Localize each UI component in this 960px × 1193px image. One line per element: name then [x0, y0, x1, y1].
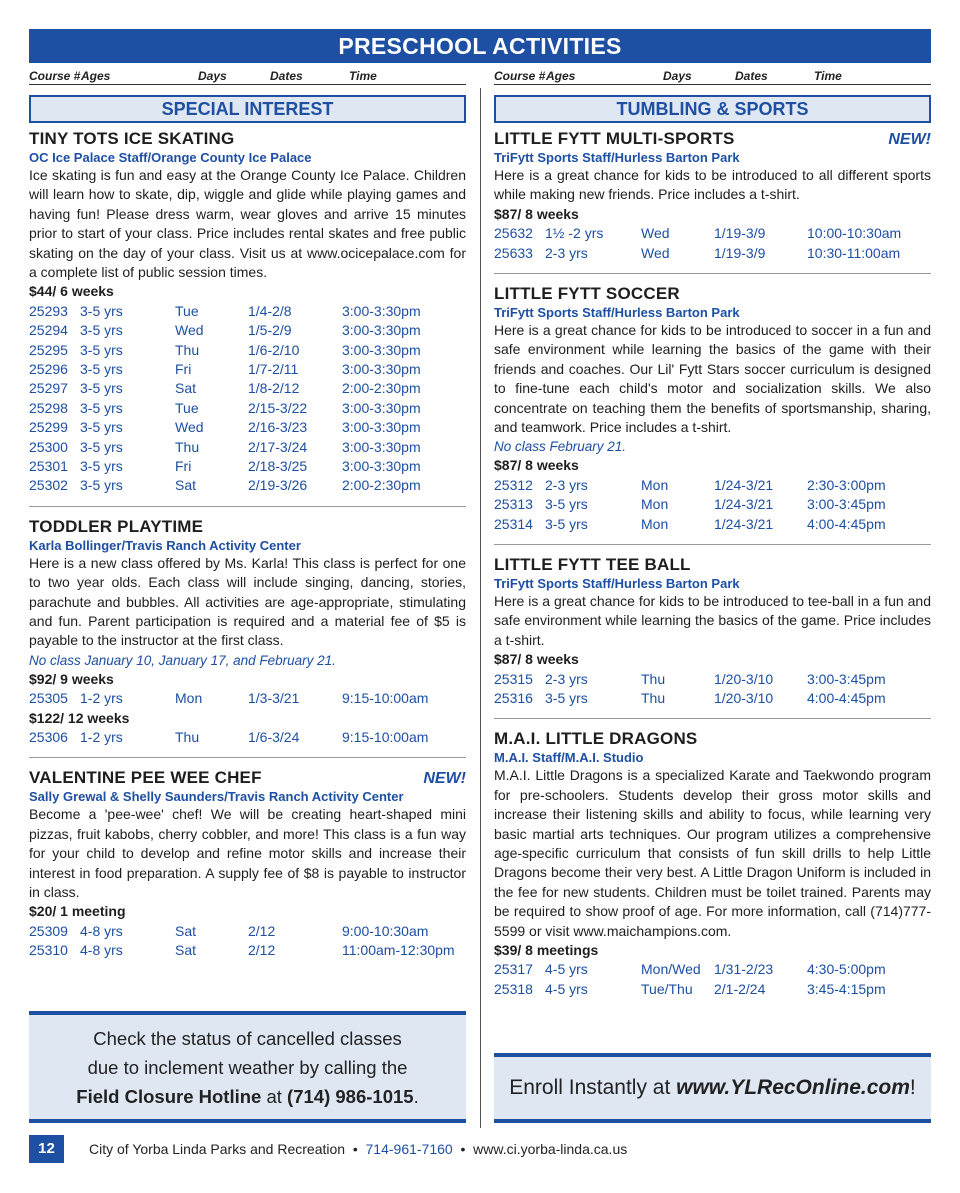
ages: 3-5 yrs: [80, 322, 123, 339]
class-instructor: TriFytt Sports Staff/Hurless Barton Park: [494, 305, 740, 320]
enroll-exclaim: !: [909, 1076, 916, 1099]
ages: 3-5 yrs: [80, 477, 123, 494]
course-number: 25294: [29, 322, 68, 339]
class-tiny-tots: [29, 123, 466, 496]
class-description: Here is a great chance for kids to be introduced to soccer in a fun and safe environment while learning the basics of the game with their friends and coaches. Our Lil' Fytt Stars soccer curriculum is designed to fine-tune each child's motor and socialization skills. We also concentrate on teaching them the benefits of sportsmanship, sharing, and teamwork. Price includes a t-shirt.: [494, 322, 931, 436]
ages: 3-5 yrs: [80, 380, 123, 397]
schedule-rows: [494, 476, 931, 534]
hotline-box: [29, 1011, 466, 1123]
time: 3:45-4:15pm: [807, 980, 886, 997]
schedule-row: [494, 224, 931, 243]
footer-website-link[interactable]: www.ci.yorba-linda.ca.us: [473, 1141, 628, 1157]
course-number: 25313: [494, 496, 533, 513]
schedule-row: [29, 302, 466, 321]
course-number: 25315: [494, 670, 533, 687]
course-number: 25302: [29, 477, 68, 494]
dates: 1/24-3/21: [714, 476, 774, 493]
section-heading: SPECIAL INTEREST: [29, 95, 466, 123]
dates: 1/5-2/9: [248, 322, 292, 339]
days: Tue: [175, 302, 199, 319]
schedule-row: [29, 379, 466, 398]
class-price: $20/ 1 meeting: [29, 903, 126, 920]
schedule-row: [29, 457, 466, 476]
course-number: 25298: [29, 399, 68, 416]
dates: 1/19-3/9: [714, 225, 766, 242]
days: Thu: [175, 438, 200, 455]
course-number: 25296: [29, 361, 68, 378]
schedule-row: [494, 670, 931, 689]
days: Tue: [175, 399, 199, 416]
time: 4:00-4:45pm: [807, 515, 886, 532]
column-header: [29, 66, 466, 85]
schedule-row: [29, 438, 466, 457]
schedule-rows: [29, 922, 466, 961]
time: 3:00-3:30pm: [342, 322, 421, 339]
course-number: 25314: [494, 515, 533, 532]
header-course: Course #: [494, 69, 546, 83]
class-price: $44/ 6 weeks: [29, 283, 114, 300]
dates: 1/24-3/21: [714, 515, 774, 532]
footer-bullet: •: [460, 1141, 466, 1157]
dates: 1/19-3/9: [714, 244, 766, 261]
header-time: Time: [814, 69, 842, 83]
class-description: Here is a great chance for kids to be introduced to tee-ball in a fun and safe environment while learning the basics of the game. Price includes a t-shirt.: [494, 593, 931, 648]
class-title: LITTLE FYTT SOCCER: [494, 284, 680, 303]
ages: 1-2 yrs: [80, 728, 123, 745]
footer-phone[interactable]: 714-961-7160: [365, 1141, 453, 1157]
course-number: 25318: [494, 980, 533, 997]
time: 3:00-3:30pm: [342, 399, 421, 416]
days: Sat: [175, 942, 197, 959]
dates: 1/6-3/24: [248, 728, 300, 745]
ages: 3-5 yrs: [545, 496, 588, 513]
class-instructor: TriFytt Sports Staff/Hurless Barton Park: [494, 576, 740, 592]
ages: 3-5 yrs: [80, 341, 123, 358]
class-note: No class February 21.: [494, 439, 627, 455]
class-valentine-chef: [29, 757, 466, 960]
schedule-row: [494, 515, 931, 534]
course-number: 25301: [29, 457, 68, 474]
enroll-url-link[interactable]: www.YLRecOnline.com: [676, 1076, 910, 1099]
schedule-row: [29, 418, 466, 437]
time: 3:00-3:30pm: [342, 361, 421, 378]
days: Wed: [641, 244, 670, 261]
course-number: 25309: [29, 922, 68, 939]
days: Thu: [641, 670, 666, 687]
time: 3:00-3:30pm: [342, 341, 421, 358]
footer-line: [89, 1141, 627, 1157]
ages: 4-5 yrs: [545, 980, 588, 997]
class-instructor: Sally Grewal & Shelly Saunders/Travis Ranch Activity Center: [29, 789, 404, 805]
course-number: 25305: [29, 690, 68, 707]
hotline-line3: [29, 1082, 466, 1111]
days: Mon: [641, 496, 669, 513]
time: 3:00-3:30pm: [342, 302, 421, 319]
ages: 4-8 yrs: [80, 942, 123, 959]
ages: 3-5 yrs: [80, 457, 123, 474]
dates: 1/24-3/21: [714, 496, 774, 513]
time: 9:15-10:00am: [342, 728, 429, 745]
schedule-rows: [494, 960, 931, 999]
schedule-row: [494, 980, 931, 999]
schedule-row: [494, 960, 931, 979]
days: Thu: [175, 341, 200, 358]
hotline-at: at: [261, 1086, 288, 1107]
page-banner: PRESCHOOL ACTIVITIES: [29, 29, 931, 63]
page-number: 12: [29, 1135, 64, 1163]
ages: 3-5 yrs: [80, 361, 123, 378]
dates: 1/20-3/10: [714, 690, 774, 707]
time: 10:00-10:30am: [807, 225, 902, 242]
header-time: Time: [349, 69, 377, 83]
column-header: [494, 66, 931, 85]
class-little-dragons: [494, 718, 931, 999]
course-number: 25316: [494, 690, 533, 707]
class-note: No class January 10, January 17, and February 21.: [29, 652, 336, 668]
ages: 3-5 yrs: [545, 515, 588, 532]
class-title: TODDLER PLAYTIME: [29, 516, 204, 536]
time: 3:00-3:30pm: [342, 419, 421, 436]
time: 3:00-3:30pm: [342, 438, 421, 455]
hotline-period: .: [413, 1086, 419, 1107]
course-number: 25306: [29, 728, 68, 745]
dates: 1/8-2/12: [248, 380, 300, 397]
schedule-row: [29, 941, 466, 960]
class-instructor: Karla Bollinger/Travis Ranch Activity Center: [29, 537, 301, 553]
ages: 4-8 yrs: [80, 922, 123, 939]
footer-org: City of Yorba Linda Parks and Recreation: [89, 1141, 346, 1157]
schedule-rows: [494, 224, 931, 263]
dates: 2/12: [248, 922, 276, 939]
class-multi-sports: [494, 123, 931, 263]
left-column: [29, 66, 466, 961]
schedule-rows: [29, 302, 466, 496]
time: 3:00-3:30pm: [342, 457, 421, 474]
schedule-row: [29, 341, 466, 360]
time: 10:30-11:00am: [807, 244, 901, 261]
time: 2:00-2:30pm: [342, 380, 421, 397]
days: Wed: [175, 322, 204, 339]
days: Mon/Wed: [641, 961, 701, 978]
column-divider: [480, 88, 481, 1128]
class-toddler-playtime: [29, 506, 466, 748]
class-title: VALENTINE PEE WEE CHEF: [29, 768, 262, 788]
class-instructor: OC Ice Palace Staff/Orange County Ice Palace: [29, 150, 312, 165]
time: 3:00-3:45pm: [807, 496, 886, 513]
schedule-row: [29, 321, 466, 340]
course-number: 25310: [29, 942, 68, 959]
class-title: TINY TOTS ICE SKATING: [29, 129, 235, 148]
days: Thu: [641, 690, 666, 707]
header-ages: Ages: [81, 69, 111, 83]
dates: 1/7-2/11: [248, 361, 299, 378]
class-title: M.A.I. LITTLE DRAGONS: [494, 729, 698, 749]
right-column: [494, 66, 931, 999]
days: Mon: [175, 690, 203, 707]
ages: 1-2 yrs: [80, 690, 123, 707]
days: Tue/Thu: [641, 980, 693, 997]
dates: 1/20-3/10: [714, 670, 774, 687]
hotline-phone[interactable]: (714) 986-1015: [287, 1086, 414, 1107]
class-soccer: [494, 273, 931, 534]
ages: 2-3 yrs: [545, 476, 588, 493]
hotline-label: Field Closure Hotline: [76, 1086, 262, 1107]
time: 9:15-10:00am: [342, 690, 429, 707]
class-tee-ball: [494, 544, 931, 708]
class-instructor: TriFytt Sports Staff/Hurless Barton Park: [494, 150, 740, 165]
ages: 3-5 yrs: [80, 438, 123, 455]
header-days: Days: [663, 69, 692, 83]
days: Sat: [175, 380, 197, 397]
ages: 2-3 yrs: [545, 670, 588, 687]
course-number: 25293: [29, 302, 68, 319]
dates: 2/12: [248, 942, 276, 959]
course-number: 25633: [494, 244, 533, 261]
enroll-text: Enroll Instantly at: [509, 1076, 677, 1099]
ages: 3-5 yrs: [80, 399, 123, 416]
new-badge: NEW!: [888, 131, 931, 148]
class-title: LITTLE FYTT TEE BALL: [494, 555, 691, 575]
dates: 2/1-2/24: [714, 980, 766, 997]
ages: 2-3 yrs: [545, 244, 588, 261]
ages: 3-5 yrs: [80, 419, 123, 436]
course-number: 25300: [29, 438, 68, 455]
header-dates: Dates: [270, 69, 303, 83]
time: 2:00-2:30pm: [342, 477, 421, 494]
course-number: 25299: [29, 419, 68, 436]
days: Fri: [175, 361, 192, 378]
class-price: $87/ 8 weeks: [494, 651, 579, 668]
schedule-row: [29, 728, 466, 747]
schedule-row: [29, 476, 466, 495]
dates: 2/18-3/25: [248, 457, 308, 474]
dates: 2/16-3/23: [248, 419, 308, 436]
days: Thu: [175, 728, 200, 745]
class-description: Ice skating is fun and easy at the Orange County Ice Palace. Children will learn how to skate, dip, wiggle and glide while playing games and having fun! Please dress warm, wear gloves and arrive 15 minutes prior to start of your class. Price includes rental skates and free public skating on the day of your class. Visit us at www.ocicepalace.com for a complete list of public session times.: [29, 167, 466, 281]
class-description: M.A.I. Little Dragons is a specialized Karate and Taekwondo program for pre-schoolers. Students develop their gross motor skills and increase their listening skills and ability to focus, while learning very basic martial arts techniques. Our program utilizes a comprehensive age-specific curriculum that consists of fun skill drills to help Little Dragons become their very best. A Little Dragon Uniform is included in the fee for new students. Children must be toilet trained. Parents may be required to show proof of age. For more information, call (714)777-5599 or visit www.maichampions.com.: [494, 767, 931, 939]
ages: 4-5 yrs: [545, 961, 588, 978]
class-description: Become a 'pee-wee' chef! We will be creating heart-shaped mini pizzas, fruit kabobs, cherry cobbler, and more! This class is a fun way for your child to develop and refine motor skills and increase their interest in food preparation. A supply fee of $8 is payable to instructor in class.: [29, 806, 466, 900]
schedule-row: [29, 360, 466, 379]
page-footer: [29, 1135, 931, 1163]
class-price: $92/ 9 weeks: [29, 670, 114, 687]
schedule-rows: [494, 670, 931, 709]
class-instructor: M.A.I. Staff/M.A.I. Studio: [494, 750, 644, 766]
section-heading: TUMBLING & SPORTS: [494, 95, 931, 123]
time: 4:00-4:45pm: [807, 690, 886, 707]
days: Fri: [175, 457, 192, 474]
course-number: 25632: [494, 225, 533, 242]
days: Sat: [175, 477, 197, 494]
time: 4:30-5:00pm: [807, 961, 886, 978]
class-price: $122/ 12 weeks: [29, 709, 130, 726]
schedule-row: [29, 922, 466, 941]
course-number: 25312: [494, 476, 533, 493]
class-description: Here is a great chance for kids to be introduced to all different sports while making new friends. Price includes a t-shirt.: [494, 167, 931, 203]
time: 11:00am-12:30pm: [342, 942, 455, 959]
days: Wed: [641, 225, 670, 242]
schedule-row: [494, 495, 931, 514]
days: Mon: [641, 476, 669, 493]
time: 9:00-10:30am: [342, 922, 429, 939]
enroll-box: [494, 1053, 931, 1123]
days: Mon: [641, 515, 669, 532]
class-price: $39/ 8 meetings: [494, 942, 599, 959]
dates: 2/19-3/26: [248, 477, 308, 494]
header-days: Days: [198, 69, 227, 83]
time: 2:30-3:00pm: [807, 476, 886, 493]
header-dates: Dates: [735, 69, 768, 83]
time: 3:00-3:45pm: [807, 670, 886, 687]
course-number: 25297: [29, 380, 68, 397]
days: Wed: [175, 419, 204, 436]
class-description: Here is a new class offered by Ms. Karla! This class is perfect for one to two year olds. Each class will include singing, dancing, stories, parachute and bubbles. All activities are age-appropriate, stimulating and fun. Parent participation is required and a material fee of $5 is payable to the instructor at the first class.: [29, 554, 466, 649]
class-price: $87/ 8 weeks: [494, 457, 579, 474]
header-course: Course #: [29, 69, 81, 83]
class-title: LITTLE FYTT MULTI-SPORTS: [494, 129, 735, 148]
course-number: 25295: [29, 341, 68, 358]
dates: 1/6-2/10: [248, 341, 300, 358]
dates: 2/15-3/22: [248, 399, 308, 416]
new-badge: NEW!: [423, 770, 466, 788]
footer-bullet: •: [352, 1141, 358, 1157]
ages: 3-5 yrs: [545, 690, 588, 707]
dates: 1/4-2/8: [248, 302, 292, 319]
hotline-line1: Check the status of cancelled classes: [93, 1028, 402, 1049]
schedule-row: [494, 244, 931, 263]
schedule-row: [494, 689, 931, 708]
dates: 1/31-2/23: [714, 961, 774, 978]
days: Sat: [175, 922, 197, 939]
schedule-row: [29, 689, 466, 708]
schedule-row: [29, 399, 466, 418]
ages: 3-5 yrs: [80, 302, 123, 319]
schedule-row: [494, 476, 931, 495]
ages: 1½ -2 yrs: [545, 225, 604, 242]
dates: 2/17-3/24: [248, 438, 308, 455]
dates: 1/3-3/21: [248, 690, 300, 707]
header-ages: Ages: [546, 69, 576, 83]
course-number: 25317: [494, 961, 533, 978]
hotline-line2: due to inclement weather by calling the: [87, 1057, 408, 1078]
class-price: $87/ 8 weeks: [494, 205, 579, 222]
